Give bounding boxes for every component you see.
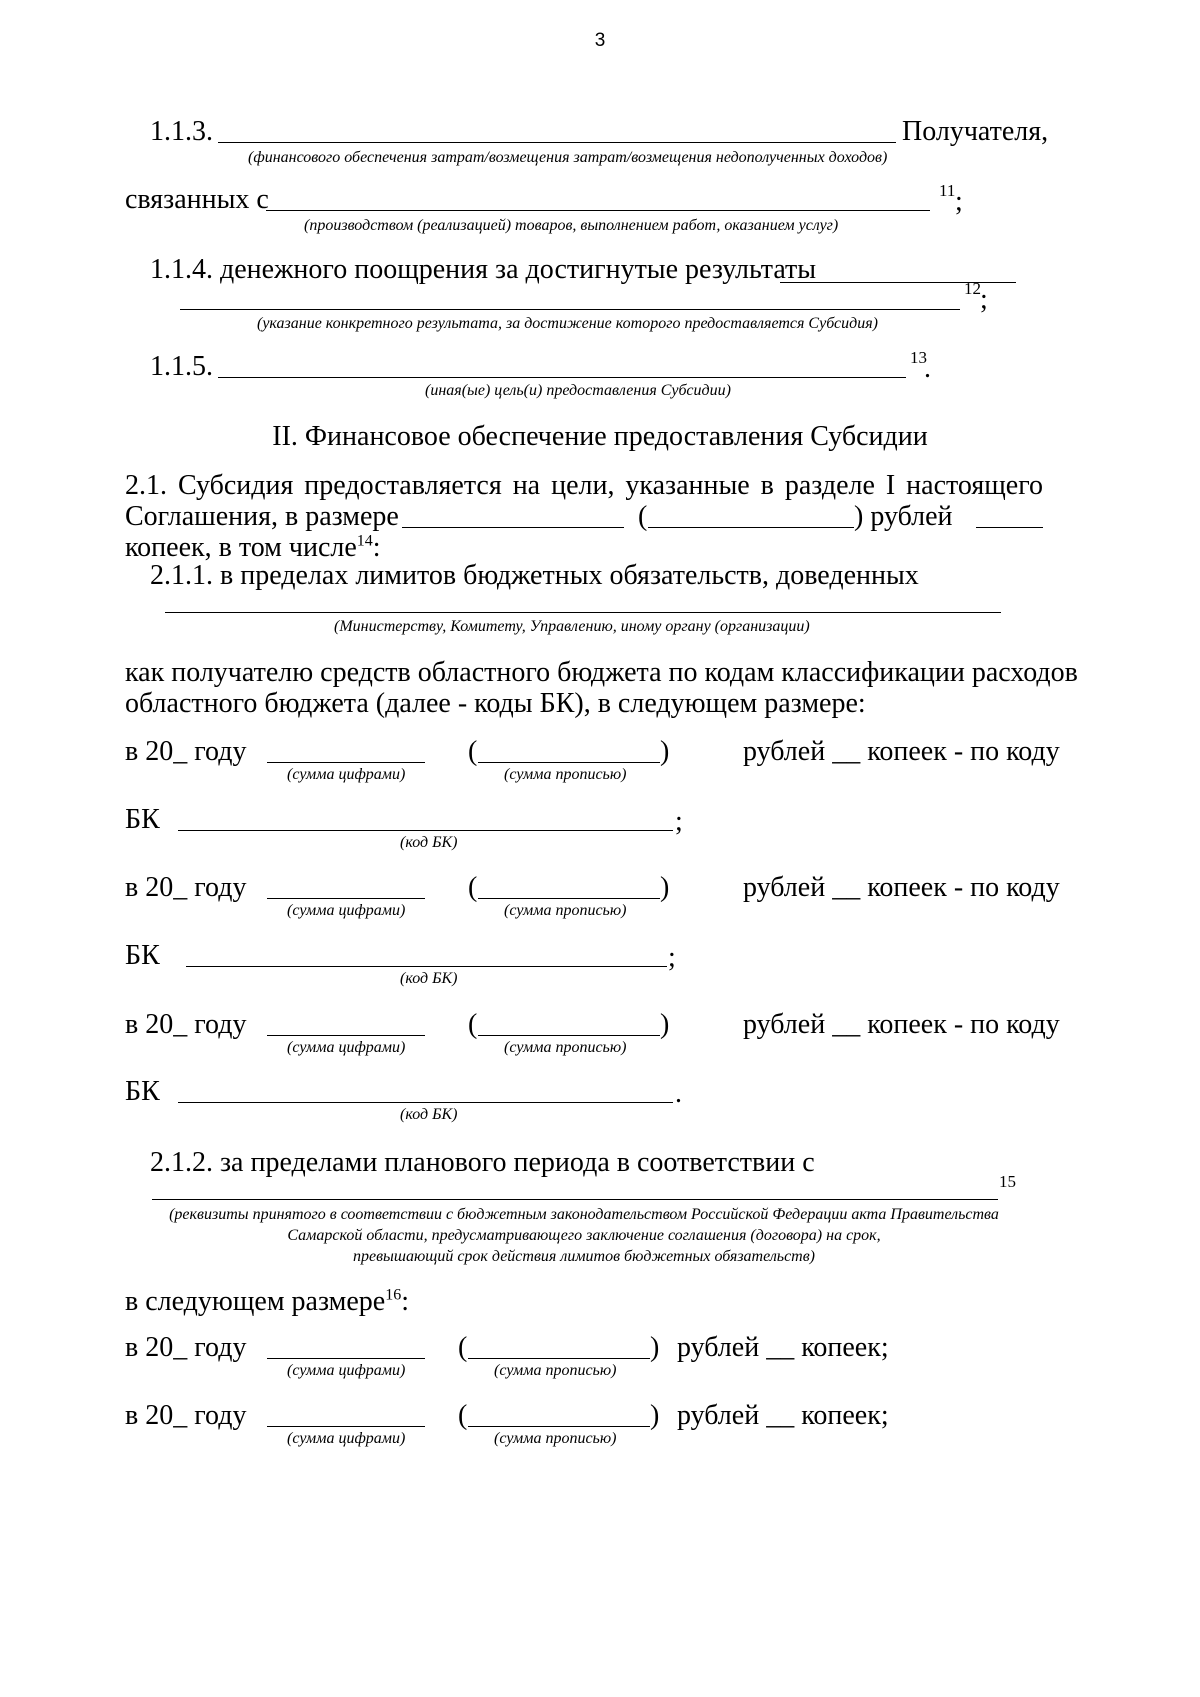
year-row-2-digits-blank[interactable]	[267, 898, 425, 899]
blank-line-1-1-3[interactable]	[218, 142, 896, 143]
year-row-1-words-blank[interactable]	[478, 762, 660, 763]
year-row-2-caption-digits: (сумма цифрами)	[287, 902, 406, 919]
bk-row-3-end: .	[675, 1078, 682, 1109]
paragraph-2-1-line3: копеек, в том числе$^{14}$:	[125, 532, 381, 563]
clause-1-1-5-label: 1.1.5.	[150, 351, 213, 382]
clause-1-1-4-caption: (указание конкретного результата, за достижение которого предоставляется Субсидия)	[257, 315, 878, 332]
final-row-1-words-blank[interactable]	[468, 1358, 650, 1359]
year-row-3-digits-blank[interactable]	[267, 1035, 425, 1036]
bk-row-1-blank[interactable]	[178, 830, 673, 831]
year-row-1-tail: рублей __ копеек - по коду	[743, 736, 1060, 767]
year-row-2-close-paren: )	[660, 872, 670, 903]
final-row-1-digits-blank[interactable]	[267, 1358, 425, 1359]
clause-1-1-4-text: 1.1.4. денежного поощрения за достигнутые результаты	[150, 254, 817, 285]
final-row-2-year: в 20_ году	[125, 1400, 247, 1431]
year-row-1-year: в 20_ году	[125, 736, 247, 767]
year-row-3-tail: рублей __ копеек - по коду	[743, 1009, 1060, 1040]
clause-2-1-1-text: 2.1.1. в пределах лимитов бюджетных обязательств, доведенных	[150, 560, 919, 591]
bk-row-3-caption: (код БК)	[400, 1106, 458, 1123]
footnote-15: 15	[999, 1172, 1016, 1191]
year-row-3-caption-digits: (сумма цифрами)	[287, 1039, 406, 1056]
bk-row-3-label: БК	[125, 1076, 160, 1107]
paragraph-2-1-open-paren: (	[638, 501, 648, 532]
final-row-2-caption-digits: (сумма цифрами)	[287, 1430, 406, 1447]
blank-amount-digits[interactable]	[402, 527, 624, 528]
final-row-1-tail: рублей __ копеек;	[677, 1332, 889, 1363]
year-row-3-close-paren: )	[660, 1009, 670, 1040]
clause-1-1-3-semicolon: ;	[955, 186, 963, 217]
year-row-1-close-paren: )	[660, 736, 670, 767]
blank-line-1-1-3-related[interactable]	[266, 210, 930, 211]
clause-1-1-3-suffix: Получателя,	[902, 116, 1049, 147]
blank-line-2-1-2[interactable]	[152, 1199, 998, 1200]
footnote-12: 12	[964, 279, 981, 298]
clause-2-1-2-caption	[125, 1205, 1043, 1267]
paragraph-2-1-line1: 2.1. Субсидия предоставляется на цели, указанные в разделе I настоящего	[125, 470, 1043, 501]
final-row-1-caption-digits: (сумма цифрами)	[287, 1362, 406, 1379]
final-row-1-open-paren: (	[458, 1332, 468, 1363]
final-row-2-digits-blank[interactable]	[267, 1426, 425, 1427]
footnote-13: 13	[910, 348, 927, 367]
clause-1-1-3-label: 1.1.3.	[150, 116, 213, 147]
clause-2-1-2-caption-line1: (реквизиты принятого в соответствии с бюджетным законодательством Российской Федерации акта Правительства	[169, 1206, 999, 1223]
final-row-2-caption-words: (сумма прописью)	[494, 1430, 617, 1447]
bk-row-1-caption: (код БК)	[400, 834, 458, 851]
year-row-1-caption-digits: (сумма цифрами)	[287, 766, 406, 783]
year-row-2-year: в 20_ году	[125, 872, 247, 903]
footnote-11: 11	[939, 181, 956, 200]
bk-row-2-end: ;	[668, 942, 676, 973]
blank-line-1-1-4-b[interactable]	[180, 309, 960, 310]
final-row-1-close-paren: )	[650, 1332, 660, 1363]
clause-1-1-5-caption: (иная(ые) цель(и) предоставления Субсидии)	[425, 382, 731, 399]
year-row-2-caption-words: (сумма прописью)	[504, 902, 627, 919]
year-row-2-words-blank[interactable]	[478, 898, 660, 899]
bk-row-3-blank[interactable]	[178, 1102, 673, 1103]
clause-2-1-2-caption-line2: Самарской области, предусматривающего заключение соглашения (договора) на срок,	[287, 1226, 881, 1244]
footnote-16: 16	[385, 1286, 402, 1304]
year-row-3-open-paren: (	[468, 1009, 478, 1040]
final-row-2-open-paren: (	[458, 1400, 468, 1431]
final-row-2-close-paren: )	[650, 1400, 660, 1431]
clause-2-1-2-caption-line3: превышающий срок действия лимитов бюджетных обязательств)	[353, 1247, 815, 1265]
blank-line-1-1-5[interactable]	[218, 377, 906, 378]
paragraph-2-1-line2-a: Соглашения, в размере	[125, 501, 399, 532]
bk-row-2-blank[interactable]	[186, 966, 667, 967]
following-amount-text: в следующем размере$^{16}$:	[125, 1286, 409, 1317]
clause-1-1-3-caption2: (производством (реализацией) товаров, выполнением работ, оказанием услуг)	[304, 217, 839, 234]
page-number: 3	[594, 30, 606, 51]
clause-1-1-3-line2-prefix: связанных с	[125, 184, 269, 215]
final-row-2-words-blank[interactable]	[468, 1426, 650, 1427]
section-2-heading: II. Финансовое обеспечение предоставления Субсидии	[272, 421, 928, 452]
blank-amount-words[interactable]	[648, 527, 854, 528]
final-row-1-caption-words: (сумма прописью)	[494, 1362, 617, 1379]
year-row-2-open-paren: (	[468, 872, 478, 903]
blank-kopecks[interactable]	[976, 527, 1043, 528]
bk-row-1-end: ;	[675, 806, 683, 837]
year-row-1-caption-words: (сумма прописью)	[504, 766, 627, 783]
clause-2-1-1-caption: (Министерству, Комитету, Управлению, иному органу (организации)	[334, 618, 810, 635]
paragraph-2-1-1-line1: как получателю средств областного бюджета по кодам классификации расходов	[125, 657, 1078, 688]
bk-row-1-label: БК	[125, 804, 160, 835]
year-row-1-open-paren: (	[468, 736, 478, 767]
paragraph-2-1-rubles: ) рублей	[854, 501, 953, 532]
year-row-3-year: в 20_ году	[125, 1009, 247, 1040]
bk-row-2-caption: (код БК)	[400, 970, 458, 987]
year-row-2-tail: рублей __ копеек - по коду	[743, 872, 1060, 903]
blank-line-2-1-1-organ[interactable]	[165, 612, 1001, 613]
clause-2-1-2-text: 2.1.2. за пределами планового периода в соответствии с	[150, 1147, 815, 1178]
bk-row-2-label: БК	[125, 940, 160, 971]
year-row-3-words-blank[interactable]	[478, 1035, 660, 1036]
footnote-14: 14	[356, 532, 373, 550]
clause-1-1-3-caption: (финансового обеспечения затрат/возмещения затрат/возмещения недополученных доходов)	[248, 149, 888, 166]
clause-1-1-5-period: .	[924, 353, 931, 384]
final-row-1-year: в 20_ году	[125, 1332, 247, 1363]
clause-1-1-4-semicolon: ;	[980, 284, 988, 315]
year-row-1-digits-blank[interactable]	[267, 762, 425, 763]
final-row-2-tail: рублей __ копеек;	[677, 1400, 889, 1431]
paragraph-2-1-1-line2: областного бюджета (далее - коды БК), в следующем размере:	[125, 688, 866, 719]
year-row-3-caption-words: (сумма прописью)	[504, 1039, 627, 1056]
